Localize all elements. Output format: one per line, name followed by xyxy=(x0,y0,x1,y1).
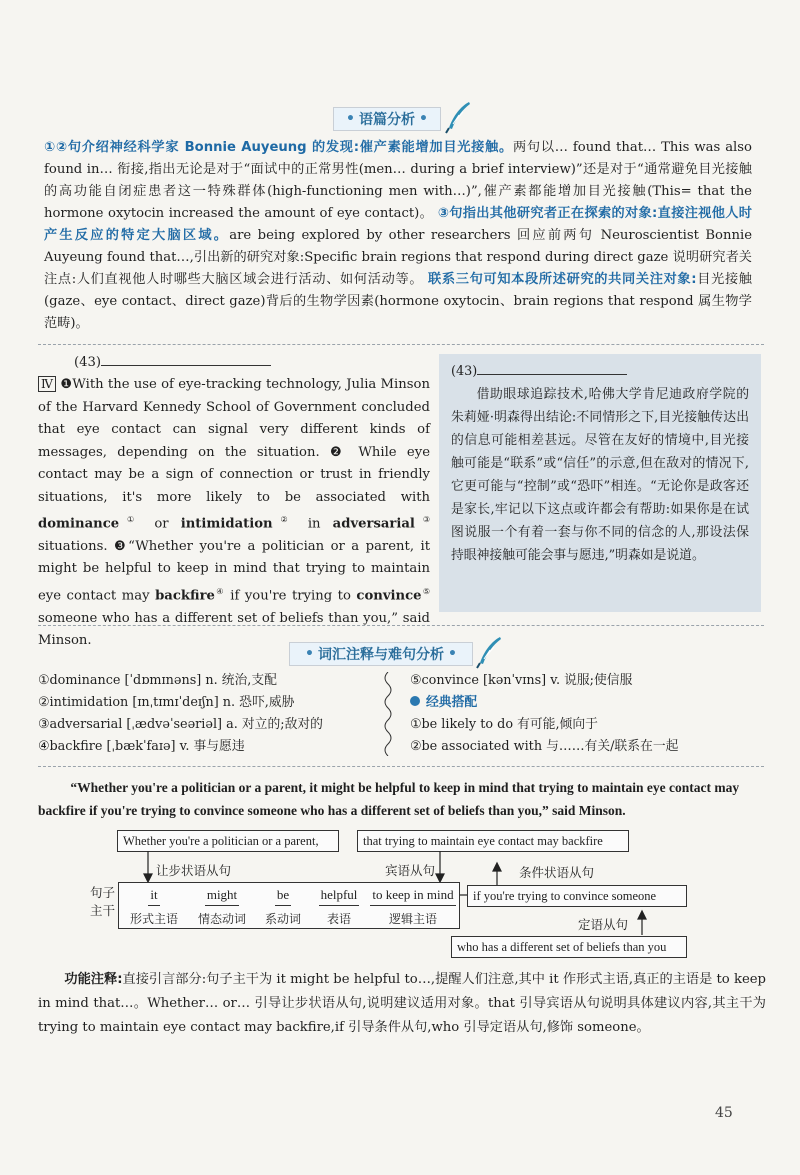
trunk-item xyxy=(311,885,367,929)
sentence-3-c: someone who has a different set of beliefs than you,” said Minson. xyxy=(38,610,430,649)
discourse-text-1: 两句以… found that… This was also found in… 衔接,指出无论是对于“面试中的正常男性(men… during a brief interview)”还是对于“通常避免目光接触的高功能自闭症患者这一特殊群体(high-functioning men with…)”,催产素都能增加目光接触(This= that the hormone oxytocin increased the amount of eye contact)。 xyxy=(44,140,752,221)
vocab-item: ③adversarial [ˌædvəˈseəriəl] a. 对立的;敌对的 xyxy=(38,717,323,732)
discourse-highlight-1: ①②句介绍神经科学家 Bonnie Auyeung 的发现:催产素能增加目光接触。 xyxy=(44,140,513,155)
sentence-3-marker: ❸ xyxy=(114,538,129,554)
label-concessive: 让步状语从句 xyxy=(156,863,232,878)
difficult-sentence: “Whether you're a politician or a parent, it might be helpful to keep in mind that trying to maintain eye contact may backfire if you're trying to convince someone who has a different set of beliefs than you,” said Minson. xyxy=(38,780,740,818)
trunk-word: helpful xyxy=(319,885,360,906)
discourse-text-2: are being explored by other researchers 回应前两句 Neuroscientist Bonnie Auyeung found that…,引出新的研究对象:Specific brain regions that respond during direct gaze 说明研究者关注点:人们直视他人时哪些大脑区域会进行活动、如何活动等。 xyxy=(44,228,752,287)
clause-box-condition: if you're trying to convince someone xyxy=(467,885,687,907)
sentence-1: With the use of eye-tracking technology, Julia Minson of the Harvard Kennedy School of Government concluded that eye contact can signal very different kinds of messages, depending on the situation. xyxy=(38,377,430,460)
sentence-2-marker: ❷ xyxy=(330,444,348,460)
sentence-trunk-box xyxy=(118,882,460,929)
label-condition: 条件状语从句 xyxy=(519,865,595,880)
collocation-title: 经典搭配 xyxy=(426,695,478,710)
vocab-item: ④backfire [ˌbækˈfaɪə] v. 事与愿违 xyxy=(38,739,245,754)
banner-title: 语篇分析 xyxy=(359,112,415,128)
vocab-banner-title: 词汇注释与难句分析 xyxy=(318,647,444,663)
paragraph-marker: Ⅳ xyxy=(38,376,56,392)
sentence-1-marker: ❶ xyxy=(60,377,73,392)
vocab-item: ①dominance [ˈdɒmɪnəns] n. 统治,支配 xyxy=(38,673,277,688)
trunk-word: be xyxy=(275,885,291,906)
page-number: 45 xyxy=(715,1105,733,1121)
note-text: 直接引言部分:句子主干为 it might be helpful to…,提醒人们注意,其中 it 作形式主语,真正的主语是 to keep in mind that…。Whether… or… 引导让步状语从句,说明建议适用对象。that 引导宾语从句说明具体建议内容,其主干为 trying to maintain eye contact may backfire,if 引导条件从句,who 引导定语从句,修饰 someone。 xyxy=(38,972,766,1035)
trunk-item xyxy=(189,885,255,929)
sentence-2-a: While eye contact may be a sign of connection or trust in friendly situations, it's more likely to be associated with xyxy=(38,444,430,505)
collocation-item: ①be likely to do 有可能,倾向于 xyxy=(410,717,598,732)
translation-text: 借助眼球追踪技术,哈佛大学肯尼迪政府学院的朱莉娅·明森得出结论:不同情形之下,目光接触传达出的信息可能相差甚远。尽管在友好的情境中,目光接触可能是“联系”或“信任”的示意,但在敌对的情况下,它更可能与“控制”或“恐吓”相连。“无论你是政客还是家长,牢记以下这点或许都会有帮助:如果你是在试图说服一个有着一套与你不同的信念的人,那设法保持眼神接触可能会事与愿违,”明森如是说道。 xyxy=(451,387,749,563)
trunk-label: 句子主干 xyxy=(90,885,116,918)
sentence-3-a: “Whether you're a politician or a parent, it might be helpful to keep in mind that trying to maintain eye contact may xyxy=(38,538,430,604)
word-in: in xyxy=(307,516,321,532)
clause-box-attr: who has a different set of beliefs than you xyxy=(451,936,687,958)
trunk-role: 表语 xyxy=(326,912,351,926)
trunk-role: 情态动词 xyxy=(197,912,246,926)
sentence-3-b: if you're trying to xyxy=(230,588,351,604)
trunk-word: to keep in mind xyxy=(370,885,455,906)
trunk-item xyxy=(369,885,457,929)
trunk-item xyxy=(255,885,311,929)
vocab-item: ⑤convince [kənˈvɪns] v. 说服;使信服 xyxy=(410,673,633,688)
label-object: 宾语从句 xyxy=(385,863,436,878)
note-title: 功能注释: xyxy=(64,972,123,987)
clause-box-concessive: Whether you're a politician or a parent, xyxy=(117,830,339,852)
discourse-text-3: 目光接触(gaze、eye contact、direct gaze)背后的生物学因素(hormone oxytocin、brain regions that respond 属生物学范畴)。 xyxy=(44,272,752,331)
function-note xyxy=(38,968,766,1040)
translation-number: (43) xyxy=(451,364,478,379)
vocab-sup-4: ④ xyxy=(214,586,225,596)
vocab-sup-2: ② xyxy=(272,515,296,524)
vocab-sup-5: ⑤ xyxy=(421,586,431,596)
vocab-word-intimidation: intimidation xyxy=(180,516,273,532)
sentence-2-b: situations. xyxy=(38,538,108,554)
trunk-role: 逻辑主语 xyxy=(388,912,437,926)
vocab-sup-3: ③ xyxy=(414,515,431,524)
trunk-word: it xyxy=(148,885,159,906)
vocab-word-dominance: dominance xyxy=(38,516,120,532)
vocab-word-convince: convince xyxy=(356,588,422,604)
vocab-item: ②intimidation [ɪnˌtɪmɪˈdeɪʃn] n. 恐吓,威胁 xyxy=(38,695,295,710)
trunk-item xyxy=(121,885,187,929)
vocab-banner: • 词汇注释与难句分析 • xyxy=(289,642,473,666)
discourse-analysis-banner: • 语篇分析 • xyxy=(333,107,441,131)
vocab-sup-1: ① xyxy=(119,515,143,524)
question-number: (43) xyxy=(74,355,102,370)
clause-box-object: that trying to maintain eye contact may backfire xyxy=(357,830,629,852)
discourse-highlight-2: ③句指出其他研究者正在探索的对象:直接注视他人时产生反应的特定大脑区域。 xyxy=(44,206,752,243)
trunk-role: 形式主语 xyxy=(129,912,178,926)
trunk-role: 系动词 xyxy=(264,912,301,926)
collocation-item: ②be associated with 与……有关/联系在一起 xyxy=(410,739,679,754)
word-or: or xyxy=(154,516,169,532)
discourse-highlight-3: 联系三句可知本段所述研究的共同关注对象: xyxy=(428,272,697,287)
vocab-word-backfire: backfire xyxy=(155,588,215,604)
vocab-word-adversarial: adversarial xyxy=(332,516,415,532)
trunk-word: might xyxy=(205,885,239,906)
label-attr: 定语从句 xyxy=(578,917,629,932)
